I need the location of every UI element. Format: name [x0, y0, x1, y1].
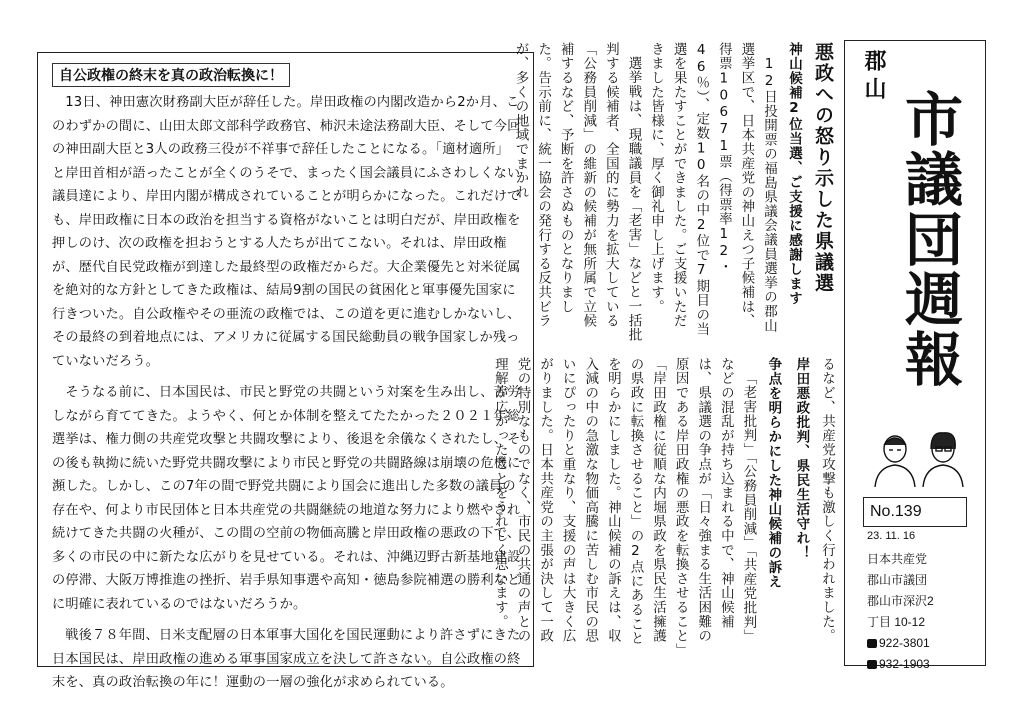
campaign-article-subtitle: 争点を明らかにした神山候補の訴え	[765, 357, 782, 589]
address-line2: 丁目 10-12	[867, 615, 926, 629]
editorial-box	[37, 52, 534, 690]
portrait-left	[875, 436, 915, 487]
address-line1: 郡山市深沢2	[867, 594, 934, 608]
election-article	[512, 42, 838, 342]
phone-icon	[867, 639, 877, 648]
issue-date: 23. 11. 16	[867, 530, 916, 542]
org-group: 郡山市議団	[867, 573, 928, 587]
campaign-article-paragraph: 「老害批判」「公務員削減」「共産党批判」などの混乱が持ち込まれる中で、神山候補は、県議選の争点が「日々強まる生活困難の原因である岸田政権の悪政を転換させること」「岸田政権に従順な内堀県政を県民生活擁護の県政に転換させること」の2点にあることを明らかにしました。神山候補の訴えは、収入減の中の急激な物価高騰に苦しむ市民の思いにぴったりと重なり、支援の声は大きく広がりました。日本共産党の主張が決して一政党の特別なものでなく、市民の共通の声との理解が広がったことをうれしく思います。	[491, 357, 757, 651]
election-article-paragraph: 12日投開票の福島県議会議員選挙の郡山選挙区で、日本共産党の神山えつ子候補は、得票10671票（得票率12・46％）、定数10名の中2位で7期目の当選を果たすことができました。ご支援いただきました皆様に、厚く御礼申し上げます。	[648, 42, 777, 337]
editorial-paragraph: 戦後７８年間、日米支配層の日本軍事大国化を国民運動により許さずにきた日本国民は、岸田政権の進める軍事国家成立を決して許さない。自公政権の終末を、真の政治転換の年に！運動の一層の強化が求められている。	[52, 628, 521, 690]
election-article-subtitle: 神山候補2位当選、ご支援に感謝します	[786, 42, 802, 306]
masthead	[844, 40, 986, 671]
election-article-paragraph: 選挙戦は、現職議員を「老害」などと一括批判する候補者、全国的に勢力を拡大している「公務員削減」の維新の候補が無所属で立候補するなど、予断を許さぬものとなりました。告示前に、統一協会の発行する反共ビラが、多くの地域でまかれ	[512, 42, 642, 342]
portrait-right	[923, 433, 963, 487]
fax-line	[867, 654, 934, 675]
campaign-article	[491, 357, 838, 657]
fax-number: 932-1903	[879, 657, 930, 671]
masthead-city: 郡山	[861, 49, 887, 105]
contact-info	[867, 549, 934, 675]
editorial-paragraph: そうなる前に、日本国民は、市民と野党の共闘という対案を生み出し、苦労しながら育ててきた。ようやく、何とか体制を整えてたたかった２０２１年総選挙は、権力側の共産党攻撃と共闘攻撃により、後退を余儀なくされたし、その後も執拗に続いた野党共闘攻撃により市民と野党の共闘路線は崩壊の危機に瀕した。しかし、この7年の間で野党共闘により国会に進出した多数の議員の存在や、何より市民団体と日本共産党の共闘継続の地道な努力により燃やされ続けてきた共闘の火種が、この間の空前の物価高騰と岸田政権の悪政の下で、多くの市民の中に新たな広がりを見せている。それは、沖縄辺野古新基地建設の停滞、大阪万博推進の挫折、岩手県知事選や高知・徳島参院補選の勝利などに明確に表れているのではないだろうか。	[52, 385, 521, 612]
phone-number: 922-3801	[879, 636, 930, 650]
editorial-heading: 自公政権の終末を真の政治転換に！	[52, 63, 290, 87]
campaign-article-continuation: るなど、共産党攻撃も激しく行われました。	[819, 357, 835, 643]
phone-line	[867, 633, 934, 654]
councilor-portraits	[867, 425, 971, 487]
election-article-title: 悪政への怒り示した県議選	[812, 42, 834, 294]
fax-icon	[867, 660, 877, 669]
org-party: 日本共産党	[867, 552, 928, 566]
issue-number: No.139	[863, 497, 967, 527]
campaign-article-title: 岸田悪政批判、県民生活守れ！	[793, 357, 810, 560]
editorial-paragraph: 13日、神田憲次財務副大臣が辞任した。岸田政権の内閣改造から2か月、このわずかの間に、山田太郎文部科学政務官、柿沢未途法務副大臣、そして今回の神田副大臣と3人の政務三役が不祥事で辞任したことになる。「適材適所」と岸田首相が語ったことが全くのうそで、まったく国会議員にふさわしくない議員達により、岸田内閣が構成されていることが明らかになった。これだけでも、岸田政権に日本の政治を担当する資格がないことは明白だが、岸田政権を押しのけ、次の政権を担おうとする人たちが出てこない。それは、岸田政権が、歴代自民党政権が到達した最終型の政権だからだ。大企業優先と対米従属を絶対的な方針としてきた政権は、結局9割の国民の貧困化と軍事優先国家に行きついた。自公政権やその亜流の政権では、この道を更に進むしかないし、その最終の到着地点には、アメリカに従属する国民総動員の戦争国家しか残っていないだろう。	[52, 95, 521, 369]
masthead-title: 市議団週報	[895, 89, 963, 389]
